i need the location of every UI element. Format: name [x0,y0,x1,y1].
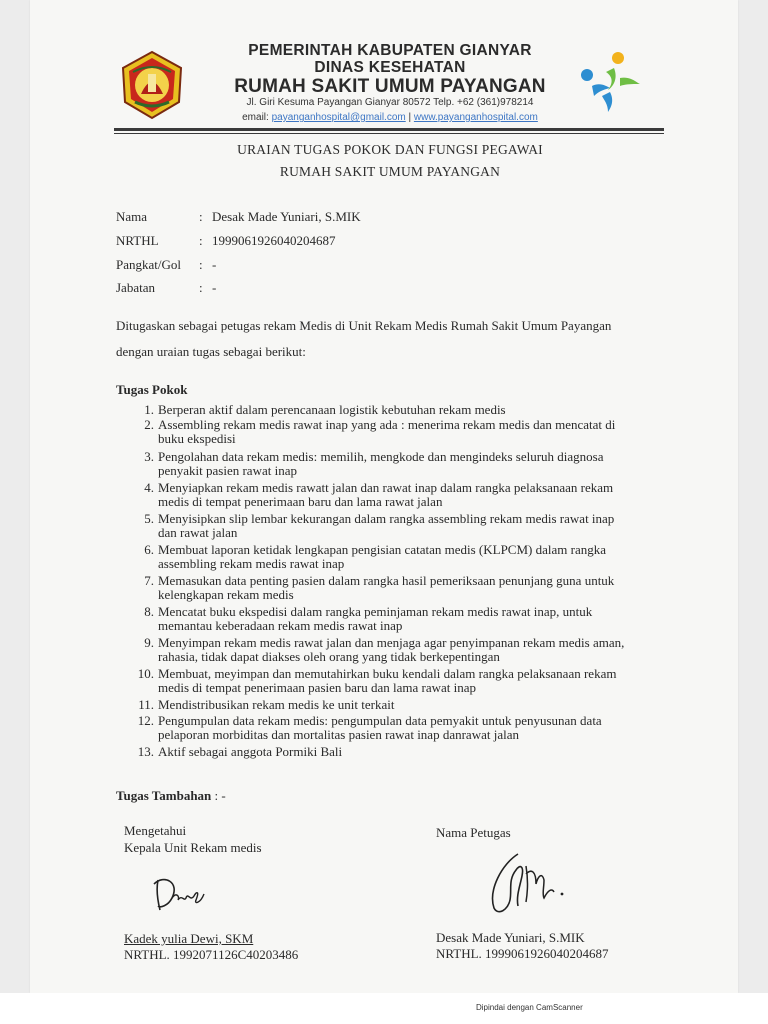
task-number: 13. [137,744,154,759]
task-text [158,574,666,602]
field-label-jabatan: Jabatan [116,280,155,295]
task-text [158,418,666,446]
task-text-line-2: penyakit pasien rawat inap [158,463,297,478]
task-text-line-1: Menyisipkan slip lembar kekurangan dalam rangka assembling rekam medis rawat inap [158,511,615,526]
task-text [158,698,666,712]
sig-right-name: Desak Made Yuniari, S.MIK [436,930,585,945]
task-number: 3. [144,449,154,464]
task-text-line-2: assembling rekam medis rawat inap [158,556,345,571]
tugas-pokok-heading: Tugas Pokok [116,382,188,397]
task-text-line-1: Mendistribusikan rekam medis ke unit terkait [158,697,395,712]
task-text-line-1: Assembling rekam medis rawat inap yang ada : menerima rekam medis dan mencatat di [158,417,616,432]
task-number: 5. [144,511,154,526]
email-link[interactable]: payanganhospital@gmail.com [271,112,406,123]
task-number: 4. [144,480,154,495]
task-text [158,403,666,417]
task-text-line-2: memantau keberadaan rekam medis rawat inap [158,618,403,633]
task-number: 10. [137,666,154,681]
field-colon: : [199,209,203,224]
letterhead-department: DINAS KESEHATAN [314,59,466,76]
bottom-strip [0,993,768,1024]
task-text [158,636,666,664]
letterhead-divider-thin [114,133,664,134]
letterhead-address: Jl. Giri Kesuma Payangan Gianyar 80572 Telp. +62 (361)978214 [246,97,534,108]
task-text-line-1: Mencatat buku ekspedisi dalam rangka peminjaman rekam medis rawat inap, untuk [158,604,593,619]
sig-left-position: Kepala Unit Rekam medis [124,840,262,855]
letterhead-divider-thick [114,128,664,131]
task-text-line-1: Membuat, meyimpan dan memutahirkan buku kendali dalam rangka pelaksanaan rekam [158,666,617,681]
contact-separator: | [408,112,412,123]
field-label-nama: Nama [116,209,148,224]
document-subtitle: RUMAH SAKIT UMUM PAYANGAN [279,164,501,179]
field-label-pangkat: Pangkat/Gol [116,257,181,272]
gianyar-regency-seal-icon [119,50,185,120]
field-colon: : [199,280,203,295]
task-number: 1. [144,402,154,417]
field-colon: : [199,233,203,248]
letterhead-contact [200,112,580,123]
signature-left-icon [150,872,210,918]
document-title: URAIAN TUGAS POKOK DAN FUNGSI PEGAWAI [237,142,543,157]
tugas-tambahan-heading [116,788,226,804]
website-link[interactable]: www.payanganhospital.com [413,112,538,123]
task-text-line-2: medis di tempat penerimaan pasien baru dan lama rawat inap [158,680,477,695]
sig-right-heading: Nama Petugas [436,825,511,840]
email-label: email: [242,112,269,123]
field-colon: : [199,257,203,272]
task-text [158,714,666,742]
letterhead-government: PEMERINTAH KABUPATEN GIANYAR [248,42,532,59]
task-text [158,512,666,540]
task-text [158,543,666,571]
task-text-line-1: Berperan aktif dalam perencanaan logistik kebutuhan rekam medis [158,402,506,417]
task-number: 11. [138,697,154,712]
task-number: 12. [137,713,154,728]
task-text-line-1: Memasukan data penting pasien dalam rangka hasil pemeriksaan penunjang guna untuk [158,573,615,588]
field-value-nrthl: 1999061926040204687 [212,233,336,248]
task-text-line-1: Membuat laporan ketidak lengkapan pengisian catatan medis (KLPCM) dalam rangka [158,542,606,557]
sig-left-name: Kadek yulia Dewi, SKM [124,931,254,946]
task-text-line-1: Menyimpan rekam medis rawat jalan dan menjaga agar penyimpanan rekam medis aman, [158,635,625,650]
field-value-jabatan: - [212,280,217,295]
field-label-nrthl: NRTHL [116,233,159,248]
sig-left-mengetahui: Mengetahui [124,823,187,838]
task-text [158,745,666,759]
hospital-logo-icon [574,48,644,114]
task-text [158,667,666,695]
task-text-line-2: kelengkapan rekam medis [158,587,294,602]
sig-right-id: NRTHL. 1999061926040204687 [436,946,609,961]
task-text-line-2: pelaporan morbiditas dan mortalitas pasien rawat inap danrawat jalan [158,727,519,742]
task-text-line-1: Pengolahan data rekam medis: memilih, mengkode dan mengindeks seluruh diagnosa [158,449,604,464]
task-text-line-1: Menyiapkan rekam medis rawatt jalan dan rawat inap dalam rangka pelaksanaan rekam [158,480,614,495]
task-text [158,450,666,478]
task-text-line-2: medis di tempat penerimaan baru dan lama rawat jalan [158,494,443,509]
task-text [158,481,666,509]
task-number: 7. [144,573,154,588]
tugas-tambahan-label: Tugas Tambahan [116,788,212,803]
field-value-nama: Desak Made Yuniari, S.MIK [212,209,361,224]
task-number: 9. [144,635,154,650]
signature-right-icon [482,850,574,920]
intro-line-1: Ditugaskan sebagai petugas rekam Medis di Unit Rekam Medis Rumah Sakit Umum Payangan [116,318,612,333]
task-text-line-2: buku ekspedisi [158,431,236,446]
task-text-line-2: dan rawat jalan [158,525,238,540]
sig-left-id: NRTHL. 1992071126C40203486 [124,947,299,962]
task-text-line-2: rahasia, tidak dapat diakses oleh orang yang tidak berkepentingan [158,649,500,664]
task-number: 2. [144,417,154,432]
task-text [158,605,666,633]
scanner-watermark: Dipindai dengan CamScanner [476,1003,583,1012]
intro-line-2: dengan uraian tugas sebagai berikut: [116,344,306,359]
field-value-pangkat: - [212,257,217,272]
task-number: 8. [144,604,154,619]
task-number: 6. [144,542,154,557]
task-text-line-1: Aktif sebagai anggota Pormiki Bali [158,744,343,759]
task-text-line-1: Pengumpulan data rekam medis: pengumpulan data pemyakit untuk penyusunan data [158,713,602,728]
tugas-tambahan-value: : - [211,788,226,803]
letterhead-hospital-name: RUMAH SAKIT UMUM PAYANGAN [234,76,546,97]
